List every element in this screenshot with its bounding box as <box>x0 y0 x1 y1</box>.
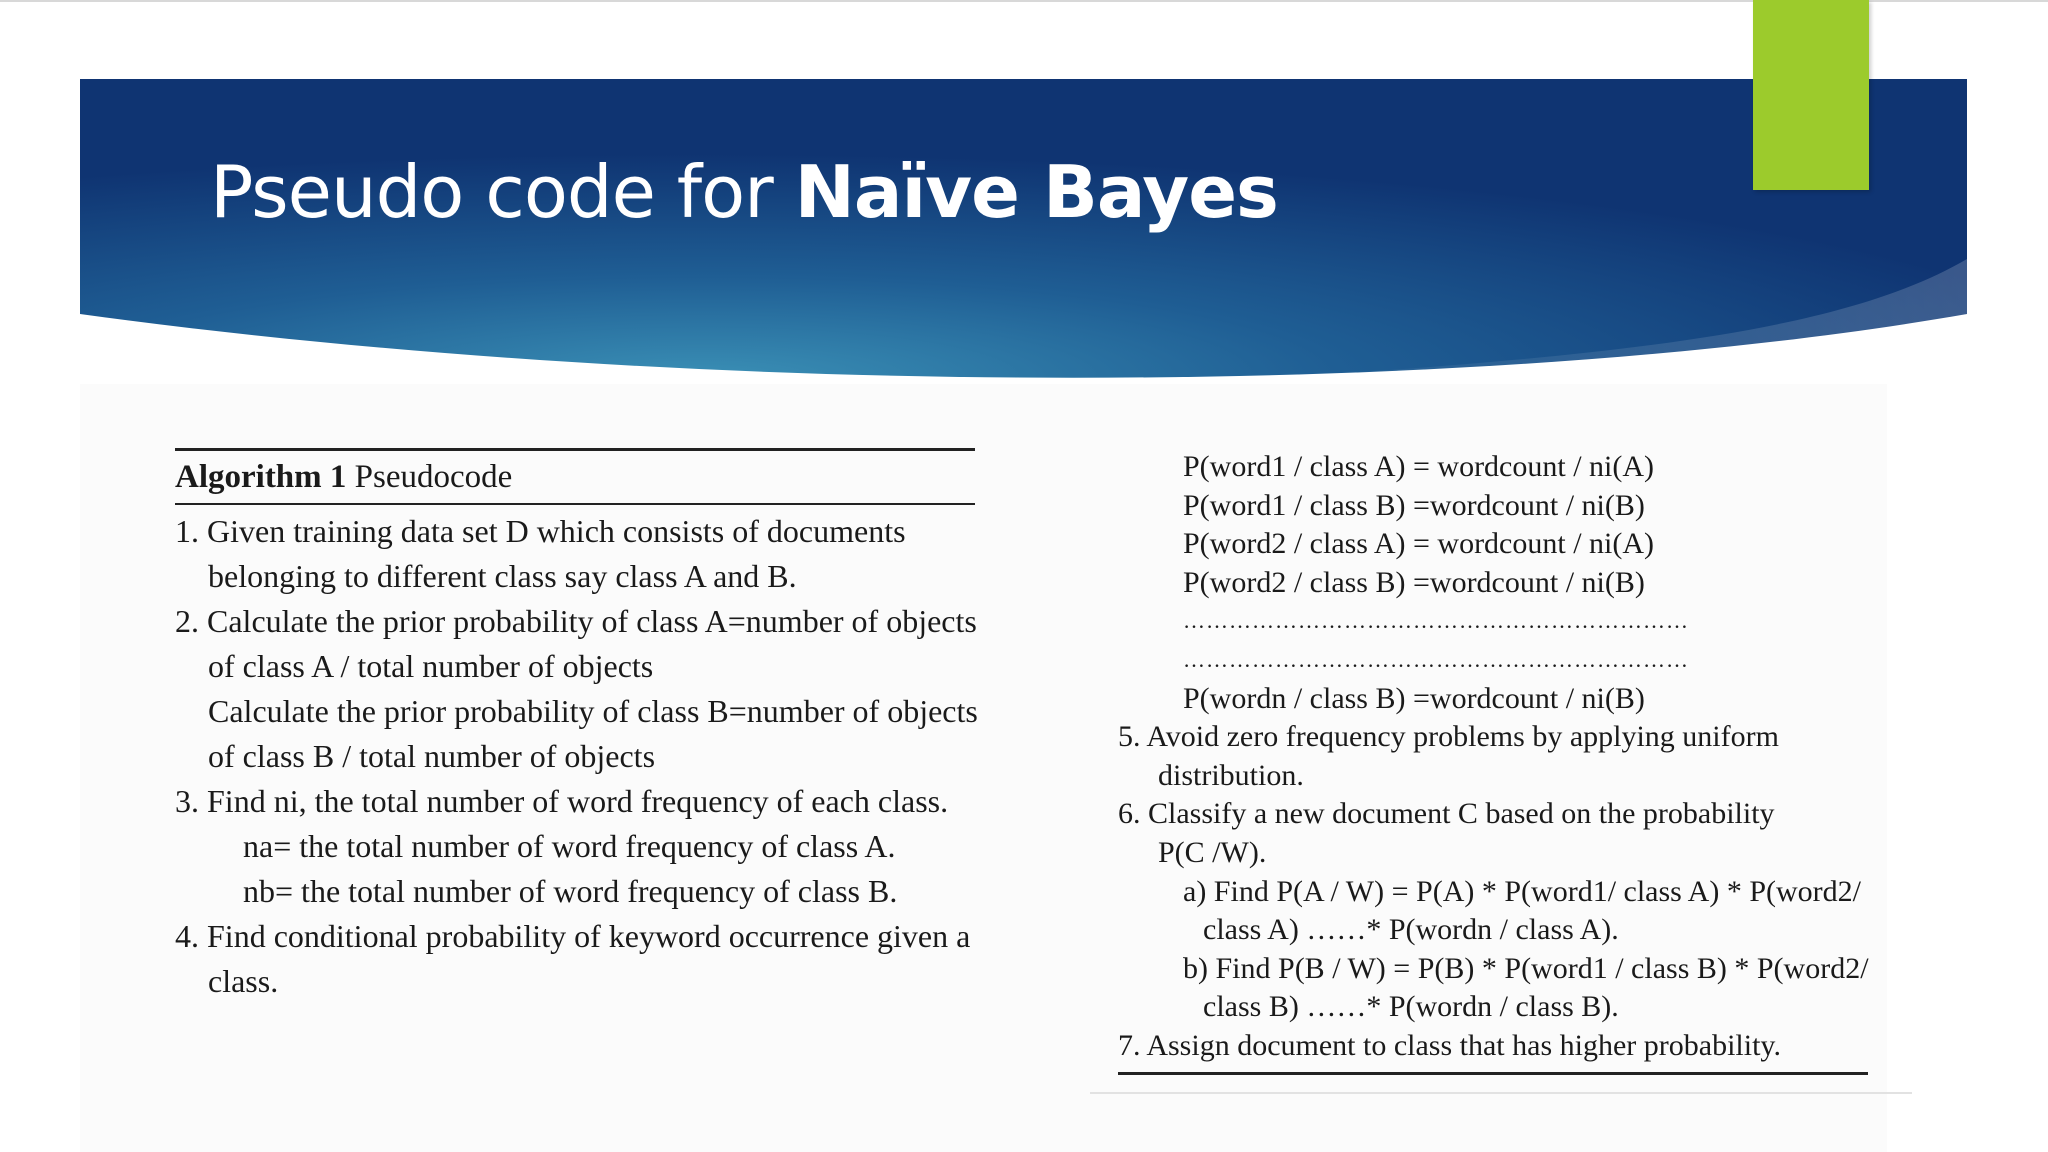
bottom-rule <box>1118 1072 1868 1075</box>
algorithm-heading-text: Pseudocode <box>346 459 513 495</box>
step-2-b: Calculate the prior probability of class B=number of objects <box>208 693 978 729</box>
step-6-a: a) Find P(A / W) = P(A) * P(word1/ class A) * P(word2/ <box>1183 874 1862 908</box>
step-4: 4. Find conditional probability of keyword occurrence given a <box>175 918 971 954</box>
prob-line: P(word1 / class A) = wordcount / ni(A) <box>1183 450 1655 483</box>
step-6: 6. Classify a new document C based on the probability <box>1118 797 1775 831</box>
step-4-cont: class. <box>208 963 279 999</box>
step-1: 1. Given training data set D which consists of documents <box>175 513 906 549</box>
prob-line: P(wordn / class B) =wordcount / ni(B) <box>1183 681 1645 715</box>
prob-line: P(word2 / class B) =wordcount / ni(B) <box>1183 565 1645 599</box>
algorithm-heading <box>175 451 975 503</box>
step-1-cont: belonging to different class say class A and B. <box>208 558 797 594</box>
ellipsis-line: ………………………………………………………… <box>1183 646 1689 672</box>
step-2-cont: of class A / total number of objects <box>208 648 654 684</box>
algorithm-heading-bold: Algorithm 1 <box>175 459 347 495</box>
step-2-b-cont: of class B / total number of objects <box>208 738 656 774</box>
step-3-na: na= the total number of word frequency of class A. <box>243 828 896 864</box>
algorithm-left-column <box>175 448 978 1004</box>
accent-tab <box>1753 0 1869 190</box>
heading-rule <box>175 503 975 505</box>
ellipsis-line: ………………………………………………………… <box>1183 608 1689 634</box>
step-6-cont: P(C /W). <box>1158 835 1267 869</box>
step-5: 5. Avoid zero frequency problems by applying uniform <box>1118 720 1779 754</box>
step-6-b: b) Find P(B / W) = P(B) * P(word1 / class B) * P(word2/ <box>1183 951 1869 985</box>
slide-title <box>210 150 1278 234</box>
title-bold: Naïve Bayes <box>794 150 1278 234</box>
step-3-nb: nb= the total number of word frequency of class B. <box>243 873 898 909</box>
step-6-a-cont: class A) ……* P(wordn / class A). <box>1203 913 1619 947</box>
step-2: 2. Calculate the prior probability of class A=number of objects <box>175 603 977 639</box>
step-5-cont: distribution. <box>1158 758 1304 792</box>
slide-top-border <box>0 0 2048 2</box>
algorithm-right-column <box>1118 448 1918 1075</box>
prob-line: P(word1 / class B) =wordcount / ni(B) <box>1183 488 1645 522</box>
prob-line: P(word2 / class A) = wordcount / ni(A) <box>1183 527 1655 561</box>
step-3: 3. Find ni, the total number of word frequency of each class. <box>175 783 949 819</box>
step-6-b-cont: class B) ……* P(wordn / class B). <box>1203 990 1619 1024</box>
step-7: 7. Assign document to class that has higher probability. <box>1118 1028 1781 1062</box>
title-plain: Pseudo code for <box>210 150 795 234</box>
image-bottom-edge <box>1090 1092 1912 1094</box>
